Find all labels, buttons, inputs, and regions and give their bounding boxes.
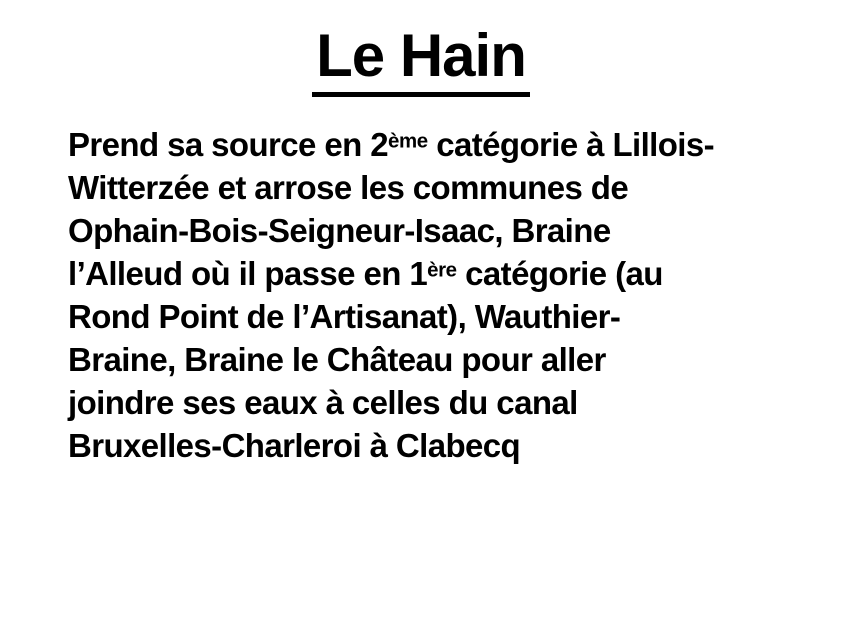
line-text: l’Alleud où il passe en 1 — [68, 255, 428, 293]
text-line — [68, 252, 776, 295]
line-text: Prend sa source en 2 — [68, 126, 388, 164]
text-line — [68, 381, 776, 424]
text-line — [68, 295, 776, 338]
line-text: Rond Point de l’Artisanat), Wauthier- — [68, 298, 621, 336]
page-title — [0, 22, 842, 97]
superscript: ème — [387, 129, 428, 153]
slide — [0, 22, 842, 617]
text-line — [68, 209, 776, 252]
page-title-text: Le Hain — [312, 22, 530, 97]
text-line — [68, 424, 776, 467]
line-text: Bruxelles-Charleroi à Clabecq — [68, 427, 521, 465]
text-line — [68, 338, 776, 381]
text-line — [68, 123, 776, 166]
body-paragraph — [68, 123, 776, 467]
line-text: Braine, Braine le Château pour aller — [68, 341, 606, 379]
text-line — [68, 166, 776, 209]
superscript: ère — [427, 258, 457, 282]
line-text: Witterzée et arrose les communes de — [68, 169, 629, 207]
line-text: joindre ses eaux à celles du canal — [68, 384, 578, 422]
line-text: catégorie (au — [456, 255, 663, 293]
line-text: Ophain-Bois-Seigneur-Isaac, Braine — [68, 212, 611, 250]
line-text: catégorie à Lillois- — [427, 126, 715, 164]
